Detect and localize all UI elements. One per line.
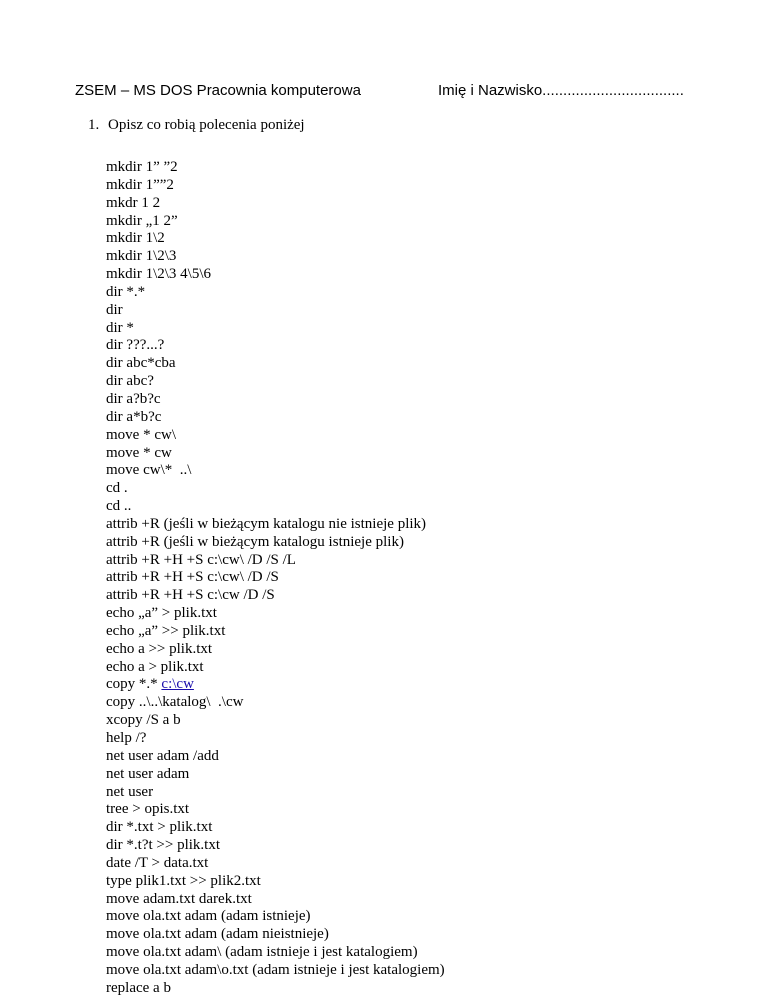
command-line: echo „a” > plik.txt (106, 605, 217, 622)
command-line: move ola.txt adam (adam istnieje) (106, 908, 311, 925)
command-line: dir abc*cba (106, 355, 176, 372)
command-line: net user adam (106, 765, 190, 782)
command-line: mkdr 1 2 (106, 194, 161, 211)
command-line: help /? (106, 730, 147, 746)
command-line: dir a?b?c (106, 390, 161, 407)
command-line: attrib +R (jeśli w bieżącym katalogu nie istnieje plik) (106, 515, 427, 532)
command-line: echo „a” >> plik.txt (106, 622, 226, 639)
command-line: move adam.txt darek.txt (106, 890, 252, 907)
command-line: dir *.t?t >> plik.txt (106, 837, 220, 854)
command-line: dir ???...? (106, 337, 165, 354)
question-1 (88, 115, 305, 135)
name-field-label: Imię i Nazwisko.................................. (438, 82, 684, 99)
document-header (75, 80, 705, 102)
command-line: mkdir 1\2 (106, 230, 165, 247)
command-line: mkdir 1””2 (106, 176, 174, 193)
command-line: move ola.txt adam\ (adam istnieje i jest katalogiem) (106, 944, 418, 961)
command-line: mkdir 1” ”2 (106, 159, 178, 175)
command-line: replace a b (106, 979, 171, 996)
command-line: dir abc? (106, 373, 154, 390)
question-text: Opisz co robią polecenia poniżej (108, 117, 305, 133)
command-line: attrib +R +H +S c:\cw /D /S (106, 587, 275, 604)
command-line: type plik1.txt >> plik2.txt (106, 872, 261, 889)
question-number: 1. (88, 117, 100, 133)
command-line: attrib +R (jeśli w bieżącym katalogu istnieje plik) (106, 533, 404, 550)
command-line: dir a*b?c (106, 408, 162, 425)
command-line-copy (106, 676, 445, 694)
command-line: net user adam /add (106, 747, 219, 764)
command-line: tree > opis.txt (106, 801, 190, 818)
command-line: dir *.* (106, 283, 146, 300)
command-line: move * cw\ (106, 426, 176, 443)
command-line: dir *.txt > plik.txt (106, 819, 213, 836)
command-line: echo a >> plik.txt (106, 640, 213, 657)
command-line: move cw\* ..\ (106, 462, 192, 479)
command-line: cd . (106, 480, 128, 497)
command-line: move ola.txt adam (adam nieistnieje) (106, 926, 329, 943)
command-line: dir * (106, 319, 134, 336)
command-line: net user (106, 783, 154, 800)
command-line: mkdir „1 2” (106, 212, 178, 229)
command-line: date /T > data.txt (106, 854, 209, 871)
command-line: xcopy /S a b (106, 712, 181, 729)
copy-target-link[interactable]: c:\cw (161, 676, 194, 693)
command-line: cd .. (106, 498, 132, 515)
command-line: move * cw (106, 444, 172, 461)
command-line: move ola.txt adam\o.txt (adam istnieje i jest katalogiem) (106, 961, 445, 978)
command-line: mkdir 1\2\3 (106, 248, 177, 265)
command-line: dir (106, 301, 123, 318)
command-text: copy *.* (106, 676, 162, 693)
command-list (106, 159, 445, 998)
header-title: ZSEM – MS DOS Pracownia komputerowa (75, 82, 361, 99)
command-line: echo a > plik.txt (106, 658, 204, 675)
command-line: copy ..\..\katalog\ .\cw (106, 694, 244, 711)
command-line: attrib +R +H +S c:\cw\ /D /S (106, 569, 279, 586)
command-line: attrib +R +H +S c:\cw\ /D /S /L (106, 551, 296, 568)
command-line: mkdir 1\2\3 4\5\6 (106, 266, 211, 283)
